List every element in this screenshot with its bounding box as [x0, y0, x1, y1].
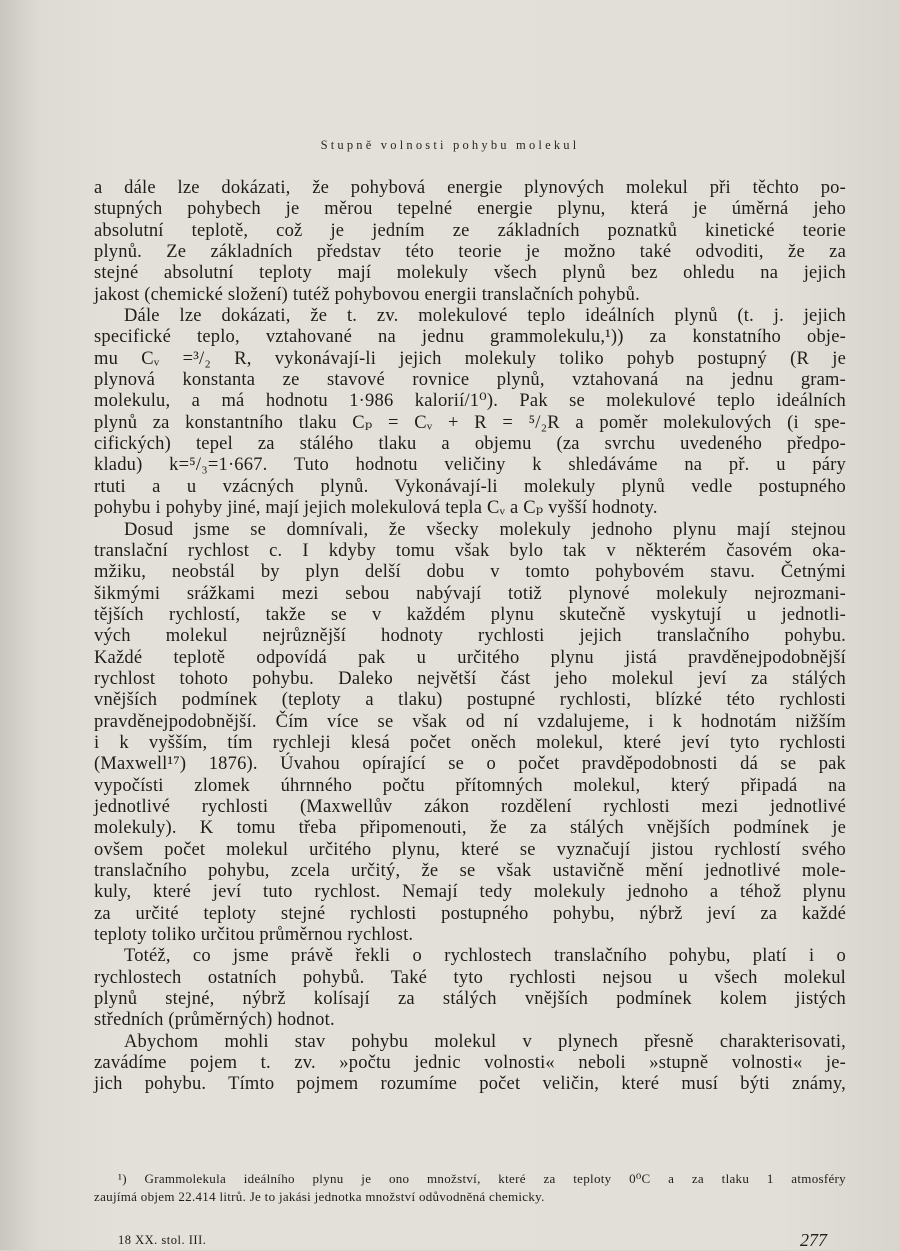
text-line: kladu) k=⁵/₃=1·667. Tuto hodnotu veličiny k shledáváme na př. u páry	[94, 455, 846, 476]
text-line: a dále lze dokázati, že pohybová energie plynových molekul při těchto po-	[94, 178, 846, 198]
text-line: plynová konstanta ze stavové rovnice plynů, vztahovaná na jednu gram-	[94, 370, 846, 391]
text-line: stupných pohybech je měrou tepelné energie plynu, která je úměrná jeho	[94, 199, 846, 220]
text-line: za určité teploty stejné rychlosti postupného pohybu, nýbrž jeví za každé	[94, 903, 846, 924]
text-line: ovšem počet molekul určitého plynu, které se vyznačují jistou rychlostí svého	[94, 839, 846, 860]
body-text	[94, 178, 846, 1096]
text-line: mžiku, neobstál by plyn delší dobu v tomto pohybovém stavu. Četnými	[94, 562, 846, 583]
text-line: vypočísti zlomek úhrnného počtu přítomných molekul, který připadá na	[94, 775, 846, 796]
text-line: molekulu, a má hodnotu 1·986 kalorií/1⁰). Pak se molekulové teplo ideálních	[94, 391, 846, 412]
text-line: Abychom mohli stav pohybu molekul v plynech přesně charakterisovati,	[124, 1031, 846, 1052]
footnote-line: zaujímá objem 22.414 litrů. Je to jakási jednotka množství odůvodněná chemicky.	[94, 1189, 545, 1204]
page-number: 277	[800, 1230, 827, 1250]
text-line: i k vyšším, tím rychleji klesá počet oněch molekul, které jeví tyto rychlosti	[94, 732, 846, 753]
text-line: rychlostech ostatních pohybů. Také tyto rychlosti nejsou u všech molekul	[94, 967, 846, 988]
text-line: zavádíme pojem t. zv. »počtu jednic volnosti« neboli »stupně volnosti« je-	[94, 1053, 846, 1074]
text-line: (Maxwell¹⁷) 1876). Úvahou opírající se o počet pravděpodobnosti dá se pak	[94, 754, 846, 775]
text-line: jednotlivé rychlosti (Maxwellův zákon rozdělení rychlosti mezi jednotlivé	[94, 796, 846, 817]
running-header: Stupně volnosti pohybu molekul	[320, 138, 580, 152]
text-line: rychlost tohoto pohybu. Daleko největší část jeho molekul jeví za stálých	[94, 668, 846, 689]
text-line: pravděnejpodobnější. Čím více se však od ní vzdalujeme, i k hodnotám nižším	[94, 711, 846, 732]
footnotes	[94, 1170, 846, 1206]
text-line: Každé teplotě odpovídá pak u určitého plynu jistá pravděnejpodobnější	[94, 647, 846, 668]
text-line: pohybu i pohyby jiné, mají jejich molekulová tepla Cᵥ a Cₚ vyšší hodnoty.	[94, 498, 658, 519]
text-line: rtuti a u vzácných plynů. Vykonávají-li molekuly plynů vedle postupného	[94, 476, 846, 497]
text-line: cifických) tepel za stálého tlaku a objemu (za svrchu uvedeného předpo-	[94, 434, 846, 455]
text-line: molekuly). K tomu třeba připomenouti, že za stálých vnějších podmínek je	[94, 818, 846, 839]
printer-signature: 18 XX. stol. III.	[118, 1233, 207, 1247]
text-line: plynů za konstantního tlaku Cₚ = Cᵥ + R = ⁵/₂R a poměr molekulových (i spe-	[94, 412, 846, 433]
text-line: tějších rychlostí, takže se v každém plynu skutečně vyskytují u jednotli-	[94, 604, 846, 625]
text-line: vých molekul nejrůznější hodnoty rychlosti jejich translačního pohybu.	[94, 626, 846, 647]
text-line: šikmými srážkami mezi sebou nabývají totiž plynové molekuly nejrozmani-	[94, 583, 846, 604]
text-line: středních (průměrných) hodnot.	[94, 1010, 335, 1031]
text-line: teploty toliko určitou průměrnou rychlost.	[94, 925, 414, 946]
text-line: Dosud jsme se domnívali, že všecky molekuly jednoho plynu mají stejnou	[124, 519, 846, 540]
text-line: translační rychlost c. I kdyby tomu však bylo tak v některém časovém oka-	[94, 540, 846, 561]
text-line: Dále lze dokázati, že t. zv. molekulové teplo ideálních plynů (t. j. jejich	[124, 306, 846, 327]
text-line: stejné absolutní teploty mají molekuly všech plynů bez ohledu na jejich	[94, 263, 846, 284]
text-line: Totéž, co jsme právě řekli o rychlostech translačního pohybu, platí i o	[124, 946, 846, 967]
text-line: jich pohybu. Tímto pojmem rozumíme počet veličin, které musí býti známy,	[94, 1074, 846, 1095]
text-line: translačního pohybu, zcela určitý, že se však ustavičně mění jednotlivé mole-	[94, 861, 846, 881]
text-line: specifické teplo, vztahované na jednu grammolekulu,¹)) za konstatního obje-	[94, 327, 846, 348]
text-line: mu Cᵥ =³/₂ R, vykonávají-li jejich molekuly toliko pohyb postupný (R je	[94, 348, 846, 369]
text-line: plynů stejné, nýbrž kolísají za stálých vnějších podmínek kolem jistých	[94, 989, 846, 1010]
text-line: kuly, které jeví tuto rychlost. Nemají tedy molekuly jednoho a téhož plynu	[94, 882, 846, 903]
footnote-line: ¹) Grammolekula ideálního plynu je ono množství, které za teploty 0⁰C a za tlaku 1 atmosféry	[118, 1171, 846, 1186]
text-line: vnějších podmínek (teploty a tlaku) postupné rychlosti, blízké této rychlosti	[94, 690, 846, 711]
text-line: plynů. Ze základních představ této teorie je možno také odvoditi, že za	[94, 242, 846, 263]
text-line: absolutní teplotě, což je jedním ze základních poznatků kinetické teorie	[94, 220, 846, 241]
text-line: jakost (chemické složení) tutéž pohybovou energii translačních pohybů.	[94, 284, 640, 305]
